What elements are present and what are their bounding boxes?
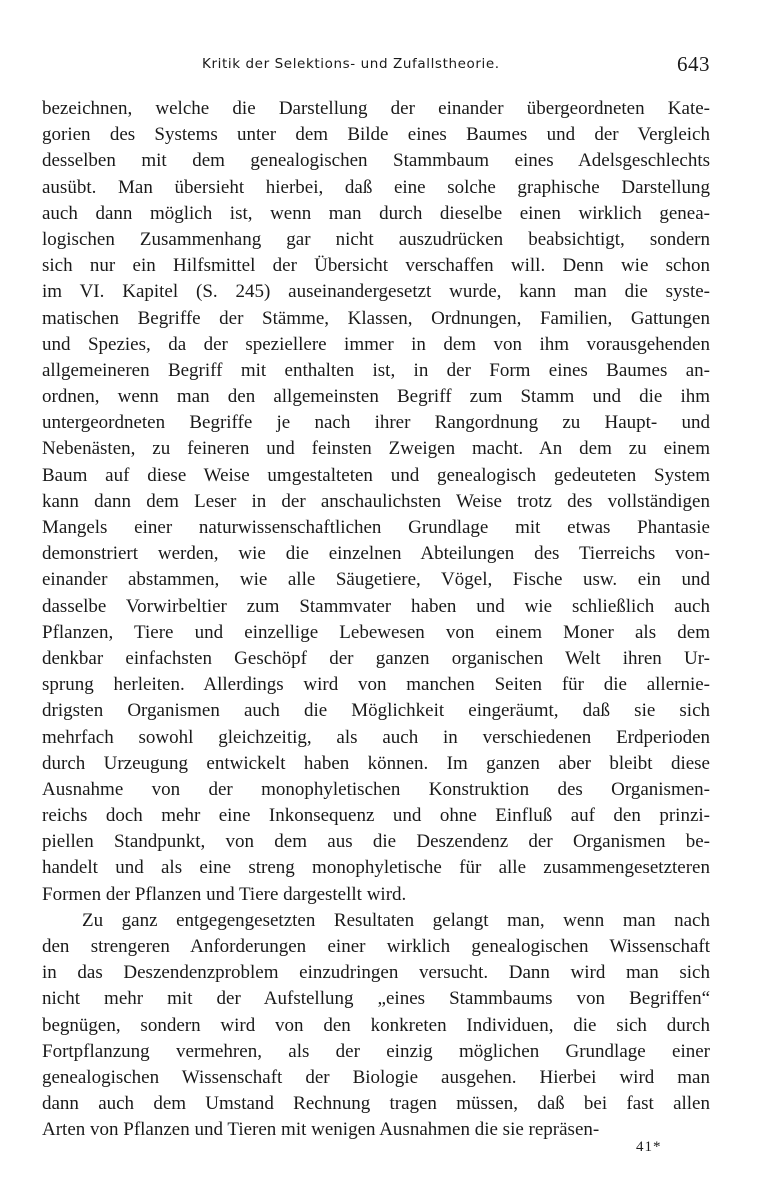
running-title: Kritik der Selektions- und Zufallstheorie. [202,56,500,72]
text-line: sich nur ein Hilfsmittel der Übersicht verschaffen will. Denn wie schon [42,255,710,277]
text-line: im VI. Kapitel (S. 245) auseinandergesetzt wurde, kann man die syste- [42,281,710,303]
text-line: Mangels einer naturwissenschaftlichen Grundlage mit etwas Phantasie [42,517,710,538]
paragraph [42,908,710,1144]
text-line: drigsten Organismen auch die Möglichkeit eingeräumt, daß sie sich [42,700,710,722]
text-line: Arten von Pflanzen und Tieren mit wenigen Ausnahmen die sie repräsen- [42,1119,600,1141]
paragraph [42,96,710,908]
text-line: handelt und als eine streng monophyletische für alle zusammengesetzteren [42,857,710,879]
text-line: logischen Zusammenhang gar nicht auszudrücken beabsichtigt, sondern [42,228,710,250]
text-line: gorien des Systems unter dem Bilde eines Baumes und der Vergleich [42,124,710,146]
page-number: 643 [677,52,710,76]
text-line: Nebenästen, zu feineren und feinsten Zweigen macht. An dem zu einem [42,438,710,460]
text-line: allgemeineren Begriff mit enthalten ist, in der Form eines Baumes an- [42,359,710,381]
signature-mark: 41* [636,1139,662,1155]
running-header [42,50,710,90]
text-line: ausübt. Man übersieht hierbei, daß eine solche graphische Darstellung [42,176,710,198]
text-line: genealogischen Wissenschaft der Biologie ausgehen. Hierbei wird man [42,1066,710,1088]
text-line: demonstriert werden, wie die einzelnen Abteilungen des Tierreichs von- [42,543,710,565]
text-line: den strengeren Anforderungen einer wirklich genealogischen Wissenschaft [42,936,710,957]
text-line: mehrfach sowohl gleichzeitig, als auch in verschiedenen Erdperioden [42,726,710,748]
text-line: Ausnahme von der monophyletischen Konstruktion des Organismen- [42,778,710,800]
text-line: dann auch dem Umstand Rechnung tragen müssen, daß bei fast allen [42,1093,710,1115]
text-line: auch dann möglich ist, wenn man durch dieselbe einen wirklich genea- [42,202,710,224]
text-line: Pflanzen, Tiere und einzellige Lebewesen von einem Moner als dem [42,621,710,643]
text-line: Zu ganz entgegengesetzten Resultaten gelangt man, wenn man nach [82,909,710,931]
text-line: und Spezies, da der speziellere immer in dem von ihm vorausgehenden [42,333,710,355]
text-line: desselben mit dem genealogischen Stammbaum eines Adelsgeschlechts [42,150,710,172]
text-line: dasselbe Vorwirbeltier zum Stammvater haben und wie schließlich auch [42,595,710,617]
text-line: begnügen, sondern wird von den konkreten Individuen, die sich durch [42,1014,710,1036]
text-line: Formen der Pflanzen und Tiere dargestellt wird. [42,883,407,905]
text-line: ordnen, wenn man den allgemeinsten Begriff zum Stamm und die ihm [42,386,710,408]
text-line: in das Deszendenzproblem einzudringen versucht. Dann wird man sich [42,962,710,984]
text-line: denkbar einfachsten Geschöpf der ganzen organischen Welt ihren Ur- [42,647,710,669]
text-line: piellen Standpunkt, von dem aus die Deszendenz der Organismen be- [42,831,710,853]
text-line: sprung herleiten. Allerdings wird von manchen Seiten für die allernie- [42,674,710,696]
text-line: durch Urzeugung entwickelt haben können. Im ganzen aber bleibt diese [42,752,710,774]
text-line: kann dann dem Leser in der anschaulichsten Weise trotz des vollständigen [42,490,710,512]
text-line: matischen Begriffe der Stämme, Klassen, Ordnungen, Familien, Gattungen [42,307,710,329]
text-line: untergeordneten Begriffe je nach ihrer Rangordnung zu Haupt- und [42,412,710,434]
body-text [42,96,710,1144]
text-line: nicht mehr mit der Aufstellung „eines Stammbaums von Begriffen“ [42,988,710,1010]
text-line: bezeichnen, welche die Darstellung der einander übergeordneten Kate- [42,98,710,119]
text-line: reichs doch mehr eine Inkonsequenz und ohne Einfluß auf den prinzi- [42,805,710,827]
text-line: Baum auf diese Weise umgestalteten und genealogisch gedeuteten System [42,464,710,486]
text-line: einander abstammen, wie alle Säugetiere, Vögel, Fische usw. ein und [42,569,710,591]
book-page [42,0,710,1200]
text-line: Fortpflanzung vermehren, als der einzig möglichen Grundlage einer [42,1040,710,1062]
